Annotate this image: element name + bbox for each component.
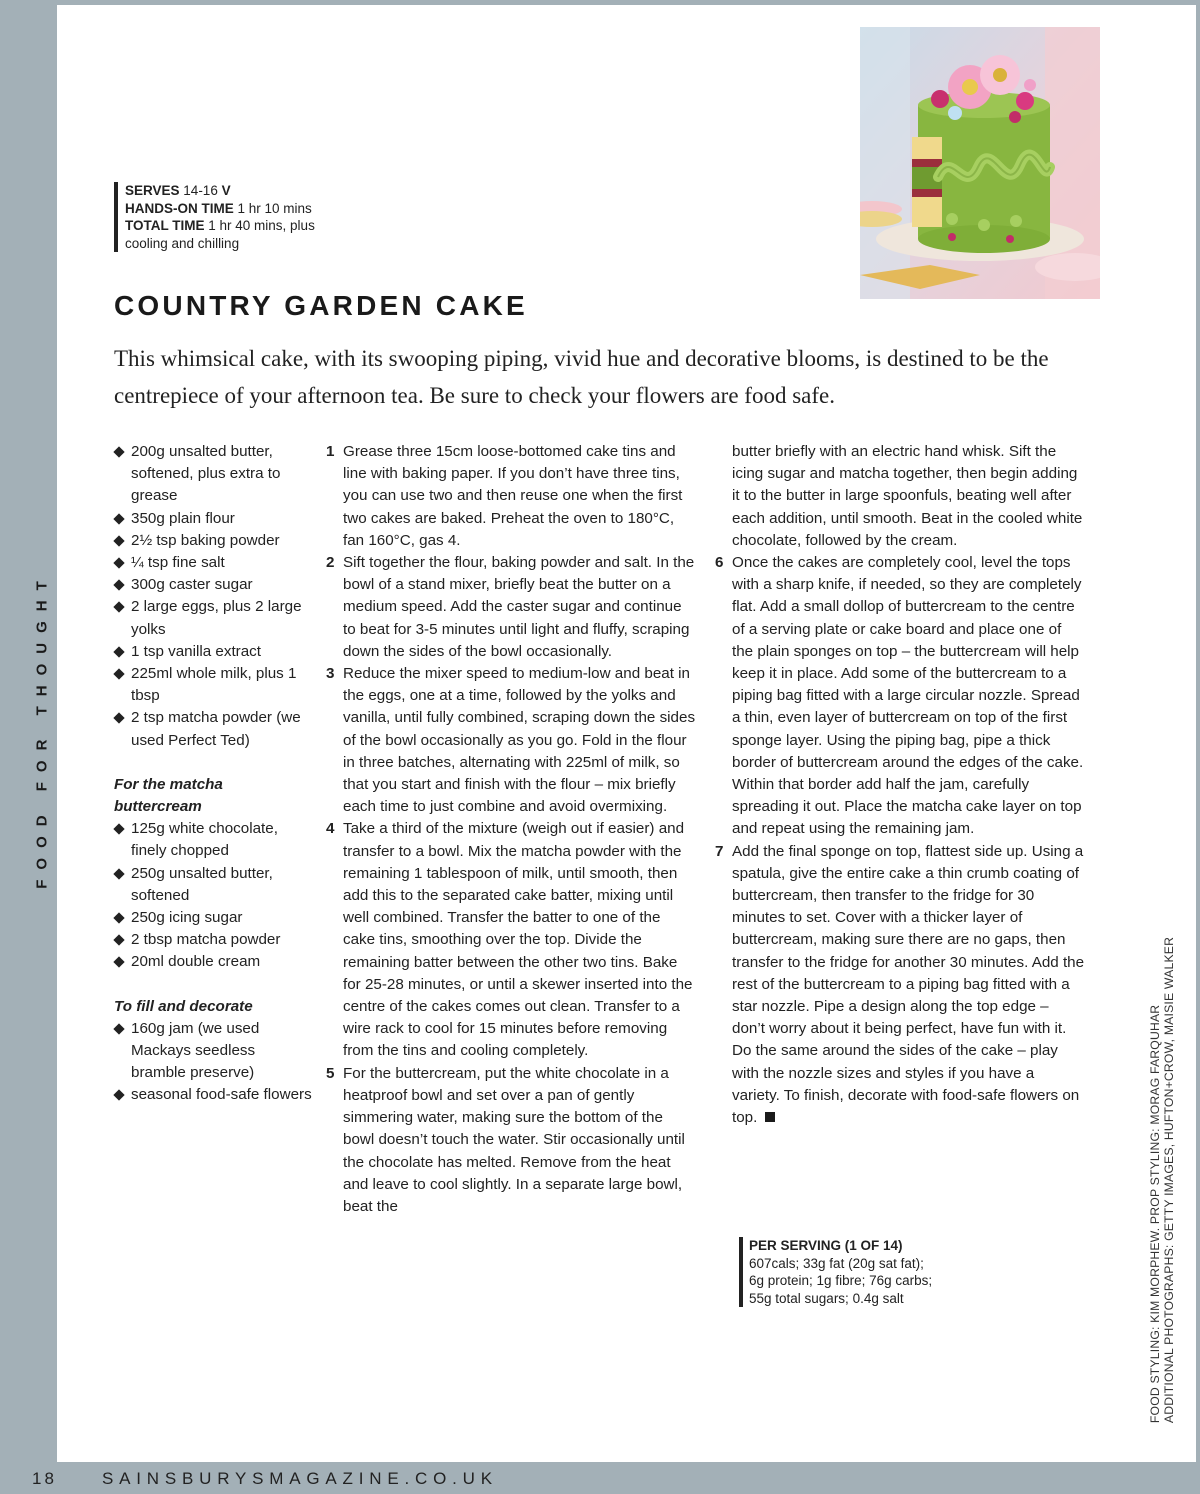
photo-credits bbox=[1148, 937, 1176, 1423]
nutrition-line-2: 6g protein; 1g fibre; 76g carbs; bbox=[749, 1273, 933, 1288]
ingredient-item: seasonal food-safe flowers bbox=[114, 1084, 314, 1106]
step-text: Reduce the mixer speed to medium-low and beat in the eggs, one at a time, followed by the yolks and vanilla, until fully combined, scraping down the sides of the bowl occasionally as you go. Fold in the flour in three batches, alternating with 225ml of milk, so that you start and finish with the flour – mix briefly each time to just combine and avoid overmixing. bbox=[343, 665, 696, 816]
ingredient-item: 20ml double cream bbox=[114, 951, 314, 973]
corner-notch-top bbox=[0, 433, 57, 498]
hands-on-value: 1 hr 10 mins bbox=[237, 200, 312, 216]
method-column-2 bbox=[715, 441, 1085, 1129]
recipe-title: COUNTRY GARDEN CAKE bbox=[114, 290, 528, 321]
decorate-ingredients-list bbox=[114, 1018, 314, 1107]
step-number: 1 bbox=[326, 443, 335, 460]
hands-on-label: HANDS-ON TIME bbox=[125, 200, 234, 216]
ingredient-item: 250g unsalted butter, softened bbox=[114, 863, 314, 907]
step-text: Once the cakes are completely cool, level the tops with a sharp knife, if needed, so they are completely flat. Add a small dollop of buttercream to the centre of a serving plate or cake board and place one of the plain sponges on top – the buttercream will help keep it in place. Add some of the buttercream to a piping bag fitted with a large circular nozzle. Spread a thin, even layer of buttercream on top of the first sponge layer. Using the piping bag, pipe a thick border of buttercream around the edges of the cake. Within that border add half the jam, carefully spreading it out. Place the matcha cake layer on top and repeat using the remaining jam. bbox=[732, 554, 1084, 838]
section-label: FOOD FOR THOUGHT bbox=[33, 571, 51, 889]
total-time-value-cont: cooling and chilling bbox=[125, 235, 240, 251]
total-time-label: TOTAL TIME bbox=[125, 218, 205, 233]
recipe-info bbox=[114, 182, 315, 252]
step-text: For the buttercream, put the white chocolate in a heatproof bowl and set over a pan of gently simmering water, making sure the bottom of the bowl doesn’t touch the water. Stir occasionally until the chocolate has melted. Remove from the heat and leave to cool slightly. In a separate large bowl, beat the bbox=[343, 1064, 685, 1215]
step-number: 4 bbox=[326, 820, 335, 838]
ingredient-item: 1 tsp vanilla extract bbox=[114, 641, 314, 663]
ingredient-item: 2 tsp matcha powder (we used Perfect Ted) bbox=[114, 707, 314, 751]
serves-label: SERVES bbox=[125, 183, 180, 198]
step-text: butter briefly with an electric hand whisk. Sift the icing sugar and matcha together, then begin adding it to the butter in large spoonfuls, beating well after each addition, until smooth. Beat in the cooled white chocolate, followed by the cream. bbox=[732, 443, 1083, 549]
credits-line-2: ADDITIONAL PHOTOGRAPHS: GETTY IMAGES, HUFTON+CROW, MAISIE WALKER bbox=[1162, 936, 1176, 1424]
buttercream-heading: For the matcha buttercream bbox=[114, 775, 223, 816]
ingredient-item: 125g white chocolate, finely chopped bbox=[114, 818, 314, 862]
ingredient-item: ¼ tsp fine salt bbox=[114, 552, 314, 574]
step-number: 6 bbox=[715, 554, 724, 572]
vegetarian-mark: V bbox=[221, 183, 231, 198]
end-mark-icon bbox=[765, 1112, 775, 1122]
step-number: 3 bbox=[326, 665, 335, 683]
step-text: Grease three 15cm loose-bottomed cake tins and line with baking paper. If you don’t have three tins, you can use two and then reuse one when the first two cakes are baked. Preheat the oven to 180°C, fan 160°C, gas 4. bbox=[343, 443, 683, 549]
method-step bbox=[326, 441, 696, 552]
nutrition-line-1: 607cals; 33g fat (20g sat fat); bbox=[749, 1255, 924, 1271]
buttercream-ingredients-list bbox=[114, 818, 314, 973]
website-link[interactable]: SAINSBURYSMAGAZINE.CO.UK bbox=[102, 1469, 498, 1488]
decorate-heading: To fill and decorate bbox=[114, 997, 253, 1015]
step-number: 7 bbox=[715, 842, 724, 860]
page-number: 18 bbox=[32, 1469, 57, 1488]
nutrition-heading: PER SERVING (1 OF 14) bbox=[749, 1238, 903, 1253]
serves-value: 14-16 bbox=[183, 183, 218, 198]
ingredient-item: 300g caster sugar bbox=[114, 574, 314, 596]
ingredient-item: 350g plain flour bbox=[114, 508, 314, 530]
ingredient-item: 225ml whole milk, plus 1 tbsp bbox=[114, 663, 314, 707]
ingredient-item: 200g unsalted butter, softened, plus extra to grease bbox=[114, 441, 314, 508]
cake-ingredients-list bbox=[114, 441, 314, 752]
ingredient-item: 160g jam (we used Mackays seedless bramble preserve) bbox=[114, 1018, 314, 1085]
ingredient-item: 2 large eggs, plus 2 large yolks bbox=[114, 596, 314, 640]
corner-notch-bottom bbox=[0, 880, 57, 945]
step-text: Add the final sponge on top, flattest side up. Using a spatula, give the entire cake a thin crumb coating of buttercream, then transfer to the fridge for 30 minutes to set. Cover with a thicker layer of buttercream, making sure there are no gaps, then transfer to the fridge for another 30 minutes. Add the rest of the buttercream to a piping bag fitted with a star nozzle. Pipe a design along the top edge – don’t worry about it being perfect, have fun with it. Do the same around the sides of the cake – play with the nozzle sizes and styles if you have a variety. To finish, decorate with food-safe flowers on top. bbox=[732, 842, 1085, 1127]
ingredient-item: 250g icing sugar bbox=[114, 907, 314, 929]
method-step bbox=[715, 441, 1085, 552]
ingredients-column bbox=[114, 441, 314, 1107]
hands-on-line bbox=[125, 200, 315, 218]
nutrition-box bbox=[739, 1237, 932, 1307]
step-text: Take a third of the mixture (weigh out if easier) and transfer to a bowl. Mix the matcha powder with the remaining 1 tablespoon of milk, until smooth, then add this to the separated cake batter, mixing until well combined. Transfer the batter to one of the cake tins, smoothing over the top. Divide the remaining batter between the other two tins. Bake for 25-28 minutes, or until a skewer inserted into the centre of the cakes comes out clean. Transfer to a wire rack to cool for 15 minutes before removing from the tins and cooling completely. bbox=[343, 820, 693, 1060]
total-time-line bbox=[125, 217, 315, 235]
step-number: 2 bbox=[326, 554, 335, 572]
method-step bbox=[326, 552, 696, 663]
recipe-intro: This whimsical cake, with its swooping piping, vivid hue and decorative blooms, is destined to be the centrepiece of your afternoon tea. Be sure to check your flowers are food safe. bbox=[114, 346, 1049, 408]
page-footer bbox=[0, 1462, 1200, 1494]
cake-photo bbox=[860, 27, 1100, 299]
step-text: Sift together the flour, baking powder and salt. In the bowl of a stand mixer, briefly beat the butter on a medium speed. Add the caster sugar and continue to beat for 3-5 minutes until light and fluffy, scraping down the sides of the bowl occasionally. bbox=[343, 554, 695, 660]
method-step bbox=[715, 841, 1085, 1130]
credits-line-1: FOOD STYLING: KIM MORPHEW. PROP STYLING: MORAG FARQUHAR bbox=[1148, 1004, 1162, 1424]
method-step bbox=[326, 1063, 696, 1218]
nutrition-line-3: 55g total sugars; 0.4g salt bbox=[749, 1290, 904, 1306]
total-time-value: 1 hr 40 mins, plus bbox=[208, 218, 315, 233]
method-step bbox=[326, 818, 696, 1062]
cake-illustration bbox=[860, 27, 1100, 299]
ingredient-item: 2 tbsp matcha powder bbox=[114, 929, 314, 951]
ingredient-item: 2½ tsp baking powder bbox=[114, 530, 314, 552]
step-number: 5 bbox=[326, 1064, 335, 1082]
method-step bbox=[326, 663, 696, 818]
method-column-1 bbox=[326, 441, 696, 1218]
method-step bbox=[715, 552, 1085, 841]
serves-line bbox=[125, 182, 315, 200]
